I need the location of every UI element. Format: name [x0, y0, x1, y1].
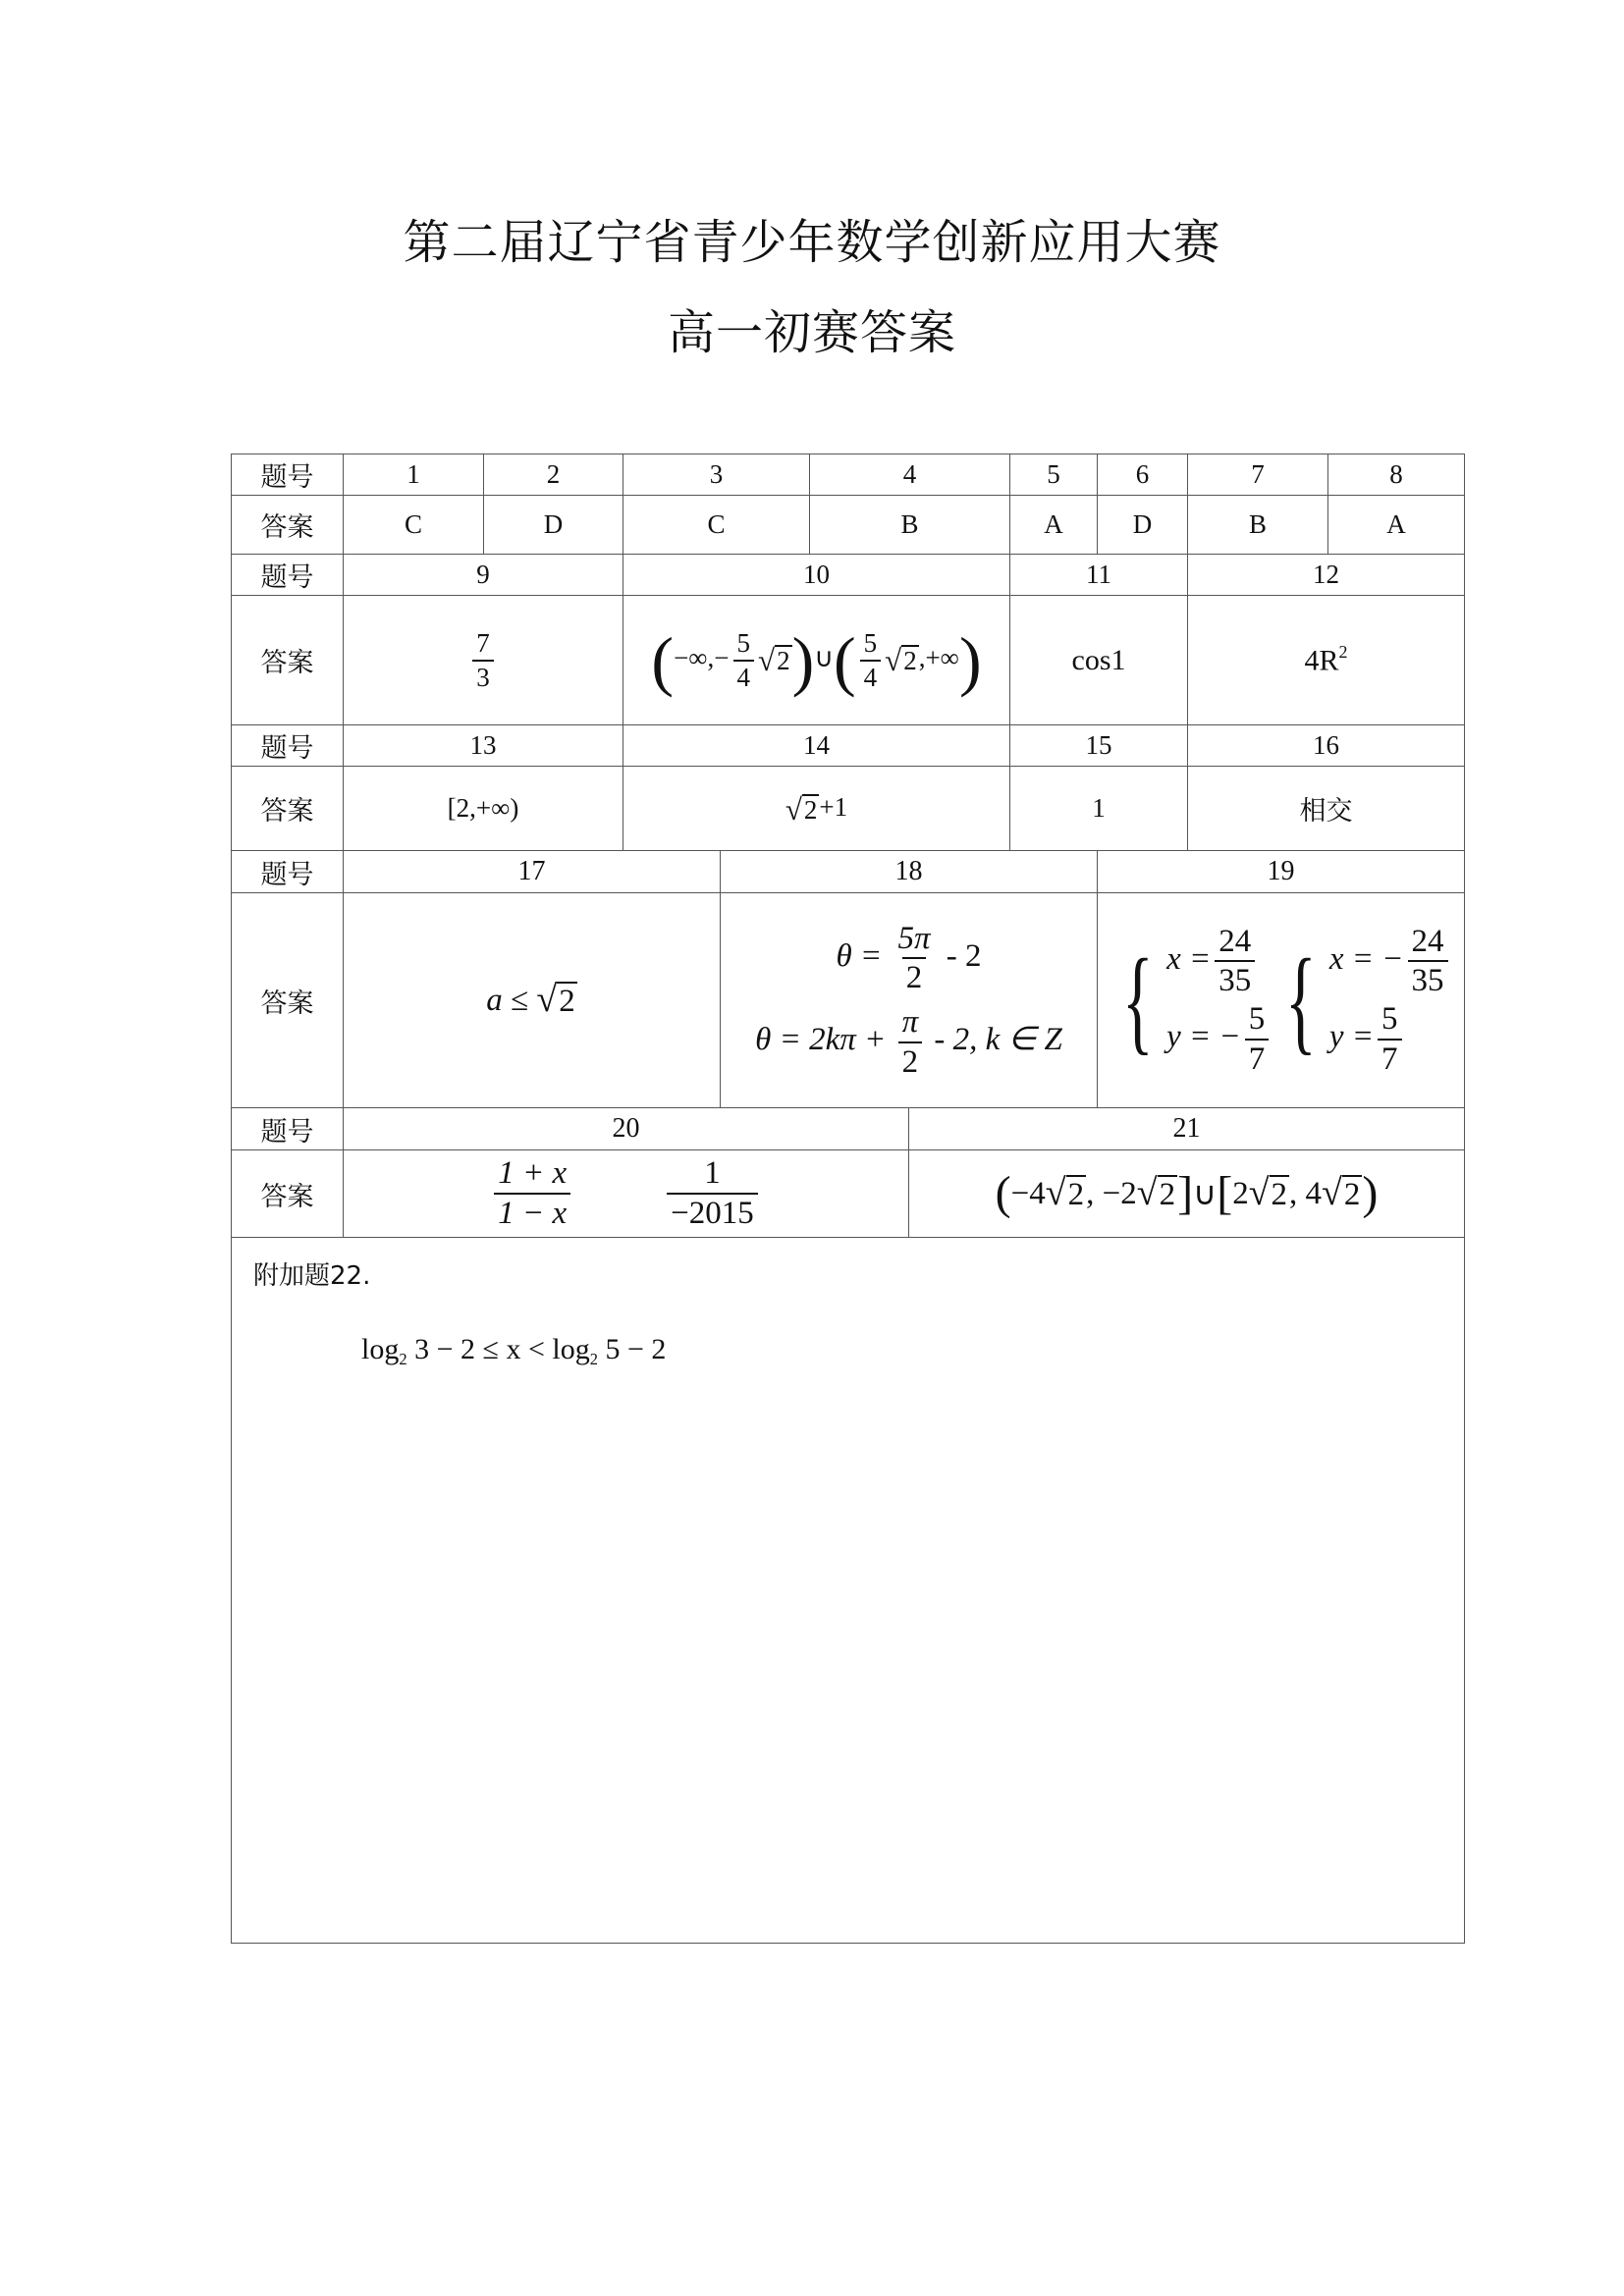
answer-10: (−∞,− $\frac{5}{4}$ √ 2 )∪( $\frac{5}{4}$ √ 2 ,+∞)	[623, 596, 1010, 725]
fraction: $\frac{7}{3}$	[472, 629, 494, 691]
question-number: 20	[344, 1108, 909, 1149]
answer-cell: A	[1010, 496, 1098, 555]
answer-group-20-21	[344, 1150, 1465, 1238]
answer-row-5	[232, 1150, 1465, 1238]
question-row-2	[232, 555, 1465, 596]
question-number: 2	[484, 454, 623, 496]
page-title: 第二届辽宁省青少年数学创新应用大赛	[403, 215, 1221, 270]
answer-13: [2,+∞)	[344, 767, 623, 851]
answer-label: 答案	[232, 596, 344, 725]
fraction: $\frac{5}{4}$	[733, 629, 755, 691]
answer-label: 答案	[232, 767, 344, 851]
answer-19: { x = $\frac{24}{35}$ y = − $\frac{5}{7}$ { x = − $\frac{24}{35}$ y = $\frac{5}{7}$	[1098, 893, 1464, 1107]
question-label: 题号	[232, 725, 344, 767]
fraction: $\frac{1 + x}{1 - x}$	[494, 1156, 570, 1230]
answer-18-line-1: θ = $\frac{5\pi}{2}$ - 2	[836, 920, 982, 996]
question-row-4	[232, 851, 1465, 893]
answer-16: 相交	[1188, 767, 1465, 851]
question-number: 8	[1328, 454, 1465, 496]
answer-12: $4R^2$	[1188, 596, 1465, 725]
question-number: 12	[1188, 555, 1465, 596]
answer-row-3	[232, 767, 1465, 851]
square-root: √ 2	[785, 792, 818, 828]
question-number: 10	[623, 555, 1010, 596]
question-label: 题号	[232, 851, 344, 893]
question-number: 5	[1010, 454, 1098, 496]
question-label: 题号	[232, 1108, 344, 1150]
question-row-3	[232, 725, 1465, 767]
answer-18	[721, 893, 1098, 1107]
answer-18-line-2: θ = 2kπ + $\frac{\pi}{2}$ - 2, k ∈ Z	[755, 1004, 1062, 1080]
extra-question-label: 附加题22.	[253, 1261, 371, 1291]
question-number: 11	[1010, 555, 1188, 596]
square-root: √ 2	[1045, 1172, 1085, 1214]
answer-cell: D	[1098, 496, 1188, 555]
question-number: 3	[623, 454, 810, 496]
square-root: √ 2	[536, 979, 575, 1021]
extra-answer: $\log_2 3 - 2 \le x < \log_2 5 - 2$	[361, 1333, 667, 1368]
square-root: √ 2	[1136, 1172, 1176, 1214]
question-group-20-21	[344, 1108, 1465, 1150]
answer-cell: B	[810, 496, 1010, 555]
question-number: 6	[1098, 454, 1188, 496]
equation-system: x = − $\frac{24}{35}$ y = $\frac{5}{7}$	[1329, 925, 1452, 1077]
fraction: $\frac{24}{35}$	[1215, 925, 1255, 998]
answer-row-4	[232, 893, 1465, 1108]
page-subtitle: 高一初赛答案	[667, 305, 956, 360]
fraction: $\frac{24}{35}$	[1408, 925, 1448, 998]
question-number: 13	[344, 725, 623, 767]
fraction: $\frac{5\pi}{2}$	[897, 920, 931, 996]
answer-21: ( −4 √ 2 , −2 √ 2 ] ∪ [ 2 √ 2 , 4 √ 2 )	[995, 1167, 1379, 1219]
fraction: $\frac{5}{7}$	[1378, 1002, 1402, 1076]
question-number: 18	[721, 851, 1098, 892]
equation-system: x = $\frac{24}{35}$ y = − $\frac{5}{7}$	[1166, 925, 1272, 1077]
answer-table	[231, 454, 1465, 1944]
answer-15: 1	[1010, 767, 1188, 851]
answer-17: a ≤ √ 2	[344, 893, 721, 1107]
fraction: $\frac{\pi}{2}$	[898, 1005, 923, 1079]
answer-group-17-19	[344, 893, 1465, 1108]
question-number: 9	[344, 555, 623, 596]
answer-cell: C	[344, 496, 484, 555]
fraction: $\frac{5}{7}$	[1245, 1002, 1270, 1076]
answer-cell: D	[484, 496, 623, 555]
question-number: 21	[1172, 1113, 1201, 1144]
question-number: 16	[1188, 725, 1465, 767]
answer-label: 答案	[232, 893, 344, 1108]
answer-14: √ 2 +1	[623, 767, 1010, 851]
answer-cell: A	[1328, 496, 1465, 555]
question-label: 题号	[232, 555, 344, 596]
square-root: √ 2	[1248, 1172, 1288, 1214]
square-root: √ 2	[1322, 1172, 1361, 1214]
answer-cell: B	[1188, 496, 1328, 555]
answer-20	[344, 1150, 909, 1237]
fraction: $\frac{1}{-2015}$	[667, 1156, 758, 1230]
question-number: 15	[1010, 725, 1188, 767]
question-row-1	[232, 454, 1465, 496]
question-row-5	[232, 1108, 1465, 1150]
question-number: 7	[1188, 454, 1328, 496]
extra-row	[232, 1238, 1465, 1944]
answer-11: cos1	[1010, 596, 1188, 725]
answer-row-1	[232, 496, 1465, 555]
square-root: √ 2	[758, 643, 790, 678]
question-number: 14	[623, 725, 1010, 767]
question-number: 4	[810, 454, 1010, 496]
question-group-17-19	[344, 851, 1465, 893]
question-number: 1	[344, 454, 484, 496]
extra-question-cell	[232, 1238, 1465, 1944]
fraction: $\frac{5}{4}$	[860, 629, 882, 691]
question-number: 19	[1267, 856, 1295, 886]
answer-label: 答案	[232, 1150, 344, 1238]
answer-9	[344, 596, 623, 725]
answer-label: 答案	[232, 496, 344, 555]
square-root: √ 2	[885, 643, 917, 678]
question-label: 题号	[232, 454, 344, 496]
question-number: 17	[344, 851, 721, 892]
answer-row-2	[232, 596, 1465, 725]
answer-cell: C	[623, 496, 810, 555]
